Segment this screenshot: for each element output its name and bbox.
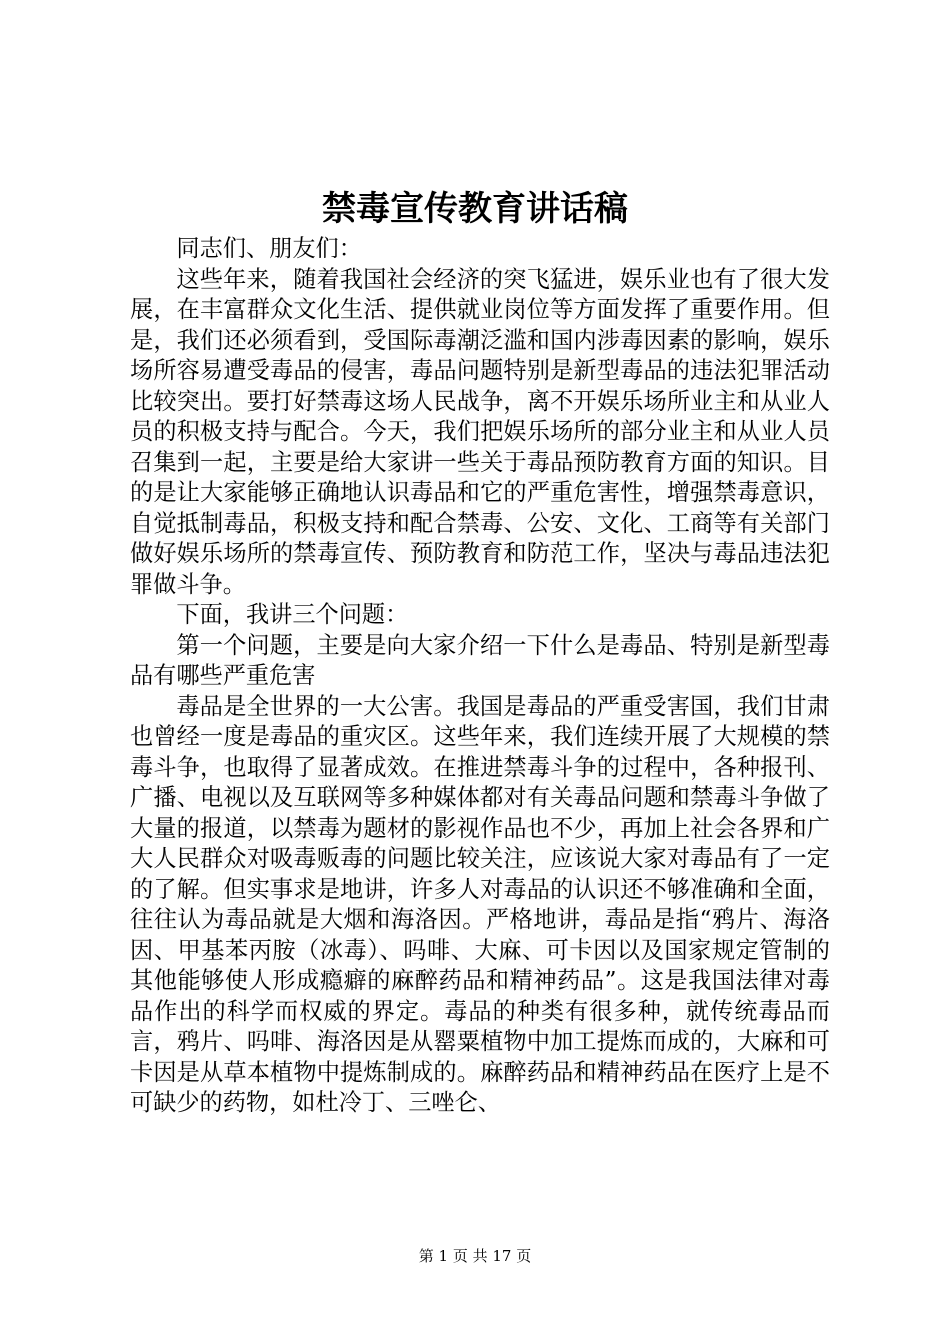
document-body	[130, 234, 830, 1119]
body-paragraph: 毒品是全世界的一大公害。我国是毒品的严重受害国，我们甘肃也曾经一度是毒品的重灾区。这些年来，我们连续开展了大规模的禁毒斗争，也取得了显著成效。在推进禁毒斗争的过程中，各种报刊、广播、电视以及互联网等多种媒体都对有关毒品问题和禁毒斗争做了大量的报道，以禁毒为题材的影视作品也不少，再加上社会各界和广大人民群众对吸毒贩毒的问题比较关注，应该说大家对毒品有了一定的了解。但实事求是地讲，许多人对毒品的认识还不够准确和全面，往往认为毒品就是大烟和海洛因。严格地讲，毒品是指“鸦片、海洛因、甲基苯丙胺（冰毒）、吗啡、大麻、可卡因以及国家规定管制的其他能够使人形成瘾癖的麻醉药品和精神药品”。这是我国法律对毒品作出的科学而权威的界定。毒品的种类有很多种，就传统毒品而言，鸦片、吗啡、海洛因是从罂粟植物中加工提炼而成的，大麻和可卡因是从草本植物中提炼制成的。麻醉药品和精神药品在医疗上是不可缺少的药物，如杜冷丁、三唑仑、	[130, 692, 830, 1116]
intro-paragraph: 这些年来，随着我国社会经济的突飞猛进，娱乐业也有了很大发展，在丰富群众文化生活、提供就业岗位等方面发挥了重要作用。但是，我们还必须看到，受国际毒潮泛滥和国内涉毒因素的影响，娱乐场所容易遭受毒品的侵害，毒品问题特别是新型毒品的违法犯罪活动比较突出。要打好禁毒这场人民战争，离不开娱乐场所业主和从业人员的积极支持与配合。今天，我们把娱乐场所的部分业主和从业人员召集到一起，主要是给大家讲一些关于毒品预防教育方面的知识。目的是让大家能够正确地认识毒品和它的严重危害性，增强禁毒意识，自觉抵制毒品，积极支持和配合禁毒、公安、文化、工商等有关部门做好娱乐场所的禁毒宣传、预防教育和防范工作，坚决与毒品违法犯罪做斗争。	[130, 265, 830, 598]
outline-paragraph: 下面，我讲三个问题：	[176, 601, 409, 628]
section-heading-paragraph: 第一个问题，主要是向大家介绍一下什么是毒品、特别是新型毒品有哪些严重危害	[130, 631, 830, 689]
salutation-paragraph: 同志们、朋友们：	[176, 235, 362, 262]
document-title: 禁毒宣传教育讲话稿	[322, 189, 628, 229]
page-footer: 第 1 页 共 17 页	[418, 1247, 532, 1265]
